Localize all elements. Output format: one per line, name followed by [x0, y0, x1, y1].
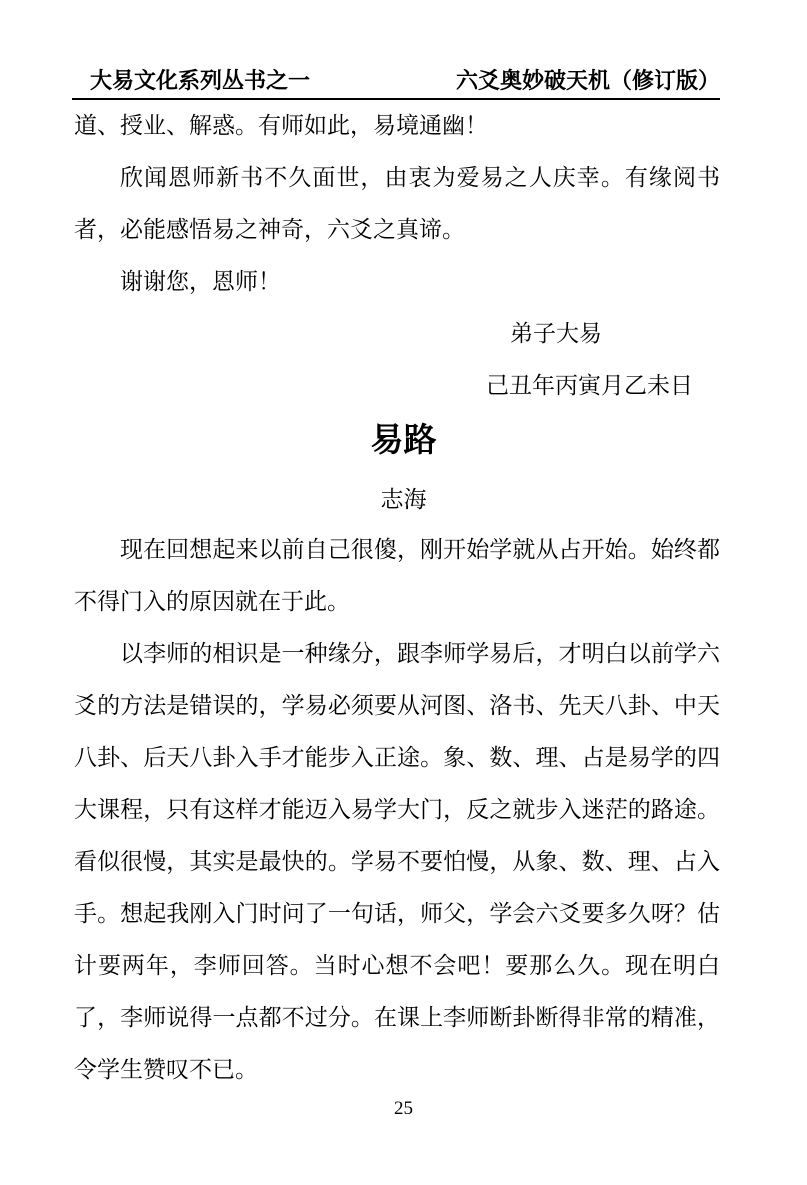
article-body: [74, 524, 720, 1096]
page-number: 25: [394, 1098, 413, 1119]
article-paragraph: 现在回想起来以前自己很傻，刚开始学就从占开始。始终都不得门入的原因就在于此。: [74, 537, 720, 615]
letter-thanks: 谢谢您，恩师！: [120, 269, 281, 295]
article-paragraph: 以李师的相识是一种缘分，跟李师学易后，才明白以前学六爻的方法是错误的，学易必须要从河图、洛书、先天八卦、中天八卦、后天八卦入手才能步入正途。象、数、理、占是易学的四大课程，只有这样才能迈入易学大门，反之就步入迷茫的路途。看似很慢，其实是最快的。学易不要怕慢，从象、数、理、占入手。想起我刚入门时问了一句话，师父，学会六爻要多久呀？估计要两年，李师回答。当时心想不会吧！要那么久。现在明白了，李师说得一点都不过分。在课上李师断卦断得非常的精准，令学生赞叹不已。: [74, 641, 720, 1083]
article-author: 志海: [380, 487, 427, 513]
book-title: 六爻奥妙破天机（修订版）: [455, 69, 720, 94]
letter-paragraph: 欣闻恩师新书不久面世，由衷为爱易之人庆幸。有缘阅书者，必能感悟易之神奇，六爻之真谛。: [74, 165, 720, 243]
signature-name: 弟子大易: [510, 321, 602, 347]
signature-date: 己丑年丙寅月乙未日: [486, 373, 693, 399]
running-header: [72, 66, 720, 100]
letter-section: [74, 100, 720, 412]
letter-continuation: 道、授业、解惑。有师如此，易境通幽！: [74, 113, 488, 139]
series-title: 大易文化系列丛书之一: [90, 69, 311, 94]
article-title: 易路: [370, 420, 437, 459]
